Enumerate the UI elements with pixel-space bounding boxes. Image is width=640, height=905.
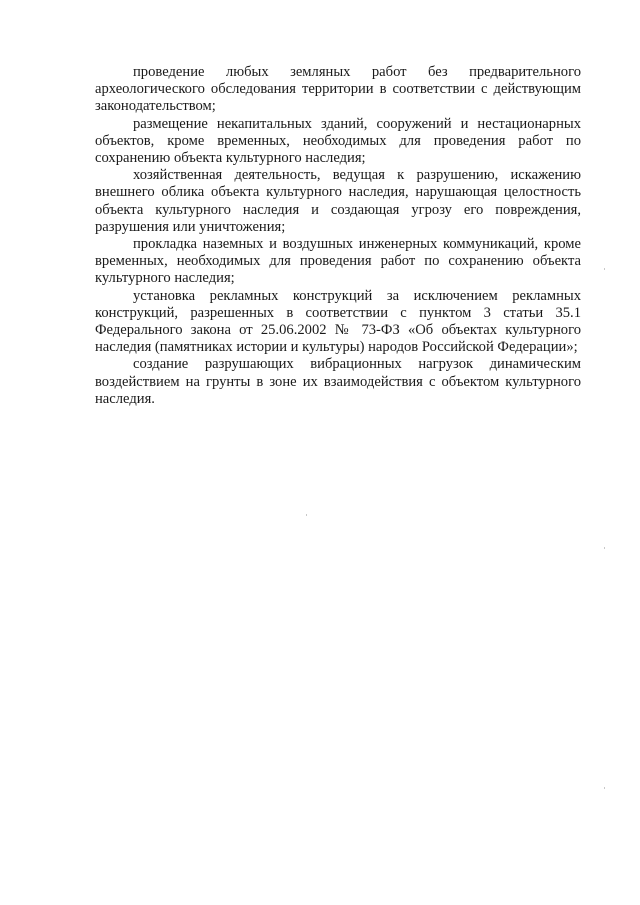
paragraph-utility-lines: прокладка наземных и воздушных инженерных коммуникаций, кроме временных, необходимых для проведения работ по сохранению объекта культурного наследия; [95,236,581,287]
scan-artifact [604,787,605,789]
paragraph-vibration-loads: создание разрушающих вибрационных нагрузок динамическим воздействием на грунты в зоне их взаимодействия с объектом культурного наследия. [95,356,581,407]
paragraph-temporary-structures: размещение некапитальных зданий, сооружений и нестационарных объектов, кроме временных, необходимых для проведения работ по сохранению объекта культурного наследия; [95,115,581,167]
paragraph-economic-activity: хозяйственная деятельность, ведущая к разрушению, искажению внешнего облика объекта культурного наследия, нарушающая целостность объекта культурного наследия и создающая угрозу его повреждения, разрушения или уничтожения; [95,167,581,235]
scan-artifact [604,547,605,549]
scan-artifact [604,268,605,270]
paragraph-advertising-structures: установка рекламных конструкций за исключением рекламных конструкций, разрешенных в соответствии с пунктом 3 статьи 35.1 Федерального закона от 25.06.2002 № 73-ФЗ «Об объектах культурного наследия (памятниках истории и культуры) народов Российской Федерации»; [95,287,581,356]
scan-artifact [306,514,307,516]
paragraph-earthworks: проведение любых земляных работ без предварительного археологического обследования территории в соответствии с действующим законодательством; [95,64,581,115]
document-body [95,64,581,408]
